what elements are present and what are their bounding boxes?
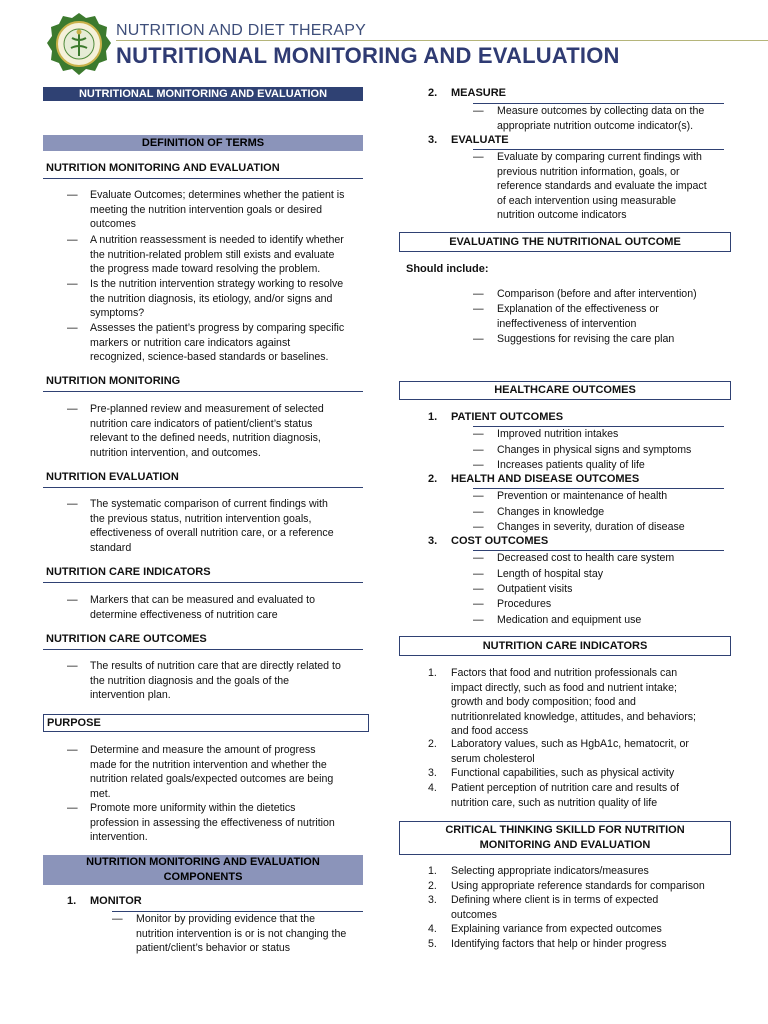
section-box-evaluating-outcome: EVALUATING THE NUTRITIONAL OUTCOME <box>399 232 731 252</box>
eval-outcome-item: Comparison (before and after intervention) <box>497 288 697 300</box>
heading-rule <box>43 649 363 650</box>
list-number: 3. <box>428 894 437 906</box>
critical-item: Selecting appropriate indicators/measures <box>451 865 649 877</box>
nme-definition-item: Assesses the patient’s progress by comparing specific markers or nutrition care indicators against recognized, science-based standards or baselines. <box>90 322 345 363</box>
school-seal-logo <box>46 12 112 78</box>
healthcare-item: Increases patients quality of life <box>497 459 645 471</box>
list-number: 1. <box>428 865 437 877</box>
list-number: 5. <box>428 938 437 950</box>
section-box-healthcare-outcomes: HEALTHCARE OUTCOMES <box>399 381 731 400</box>
header-subtitle: NUTRITION AND DIET THERAPY <box>116 22 366 39</box>
dash-bullet: — <box>473 598 484 610</box>
section-band-monitoring-evaluation: NUTRITIONAL MONITORING AND EVALUATION <box>43 87 363 101</box>
heading-rule <box>43 178 363 179</box>
heading-rule <box>43 391 363 392</box>
list-number: 4. <box>428 782 437 794</box>
dash-bullet: — <box>67 660 78 672</box>
evaluation-definition: The systematic comparison of current findings with the previous status, nutrition intervention goals, effectiveness of overall nutrition care, or a reference standard <box>90 498 334 554</box>
heading-monitor: MONITOR <box>90 895 142 907</box>
dash-bullet: — <box>67 802 78 814</box>
heading-health-disease-outcomes: HEALTH AND DISEASE OUTCOMES <box>451 473 640 485</box>
dash-bullet: — <box>473 614 484 626</box>
heading-evaluate: EVALUATE <box>451 134 509 146</box>
dash-bullet: — <box>67 744 78 756</box>
list-number: 3. <box>428 767 437 779</box>
group-number: 2. <box>428 473 438 485</box>
healthcare-item: Changes in physical signs and symptoms <box>497 444 692 456</box>
healthcare-item: Outpatient visits <box>497 583 573 595</box>
section-box-critical-thinking: CRITICAL THINKING SKILLD FOR NUTRITION MONITORING AND EVALUATION <box>399 821 731 855</box>
dash-bullet: — <box>473 303 484 315</box>
component-number: 2. <box>428 87 438 99</box>
healthcare-item: Decreased cost to health care system <box>497 552 675 564</box>
monitor-description: Monitor by providing evidence that the nutrition intervention is or is not changing the patient/client’s behavior or status <box>136 913 347 954</box>
dash-bullet: — <box>473 583 484 595</box>
purpose-item: Promote more uniformity within the dietetics profession in assessing the effectiveness of nutrition intervention. <box>90 802 335 843</box>
dash-bullet: — <box>473 490 484 502</box>
dash-bullet: — <box>67 498 78 510</box>
purpose-item: Determine and measure the amount of progress made for the nutrition intervention and whether the nutrition related goals/expected outcomes are being met. <box>90 744 334 800</box>
dash-bullet: — <box>473 552 484 564</box>
dash-bullet: — <box>473 151 484 163</box>
should-include-label: Should include: <box>406 263 489 275</box>
healthcare-item: Changes in knowledge <box>497 506 605 518</box>
heading-cost-outcomes: COST OUTCOMES <box>451 535 549 547</box>
dash-bullet: — <box>473 521 484 533</box>
monitoring-definition: Pre-planned review and measurement of selected nutrition care indicators of patient/client’s status relevant to the defined needs, nutrition diagnosis, nutrition intervention, and outcomes. <box>90 403 324 459</box>
heading-nutrition-care-indicators: NUTRITION CARE INDICATORS <box>46 566 211 578</box>
list-number: 1. <box>428 667 437 679</box>
group-number: 1. <box>428 411 438 423</box>
healthcare-item: Procedures <box>497 598 552 610</box>
evaluate-description: Evaluate by comparing current findings with previous nutrition information, goals, or reference standards and evaluate the impact of each intervention using measurable nutrition outcome indicators <box>497 151 707 221</box>
indicator-item: Factors that food and nutrition professionals can impact directly, such as food and nutrient intake; growth and body composition; food and nutritionrelated knowledge, attitudes, and behaviors; and food access <box>451 667 696 737</box>
dash-bullet: — <box>473 333 484 345</box>
component-number: 3. <box>428 134 438 146</box>
section-band-definition-of-terms: DEFINITION OF TERMS <box>43 135 363 151</box>
dash-bullet: — <box>473 428 484 440</box>
nme-definition-item: Is the nutrition intervention strategy working to resolve the nutrition diagnosis, its etiology, and/or signs and symptoms? <box>90 278 344 319</box>
list-number: 2. <box>428 738 437 750</box>
indicators-definition: Markers that can be measured and evaluated to determine effectiveness of nutrition care <box>90 594 315 621</box>
section-box-purpose: PURPOSE <box>43 714 369 732</box>
heading-nutrition-monitoring: NUTRITION MONITORING <box>46 375 181 387</box>
heading-nutrition-evaluation: NUTRITION EVALUATION <box>46 471 179 483</box>
dash-bullet: — <box>473 568 484 580</box>
dash-bullet: — <box>67 322 78 334</box>
dash-bullet: — <box>473 506 484 518</box>
heading-nutrition-care-outcomes: NUTRITION CARE OUTCOMES <box>46 633 207 645</box>
healthcare-item: Length of hospital stay <box>497 568 604 580</box>
section-box-nutrition-care-indicators: NUTRITION CARE INDICATORS <box>399 636 731 656</box>
heading-nutrition-monitoring-evaluation: NUTRITION MONITORING AND EVALUATION <box>46 162 280 174</box>
dash-bullet: — <box>112 913 123 925</box>
section-band-components: NUTRITION MONITORING AND EVALUATION COMPONENTS <box>43 855 363 885</box>
dash-bullet: — <box>473 105 484 117</box>
critical-item: Identifying factors that help or hinder progress <box>451 938 667 950</box>
dash-bullet: — <box>473 459 484 471</box>
nme-definition-item: A nutrition reassessment is needed to identify whether the nutrition-related problem still exists and evaluate the progress made toward resolving the problem. <box>90 234 344 275</box>
critical-item: Explaining variance from expected outcomes <box>451 923 662 935</box>
critical-item: Defining where client is in terms of expected outcomes <box>451 894 659 921</box>
eval-outcome-item: Explanation of the effectiveness or ineffectiveness of intervention <box>497 303 659 330</box>
heading-rule <box>43 487 363 488</box>
dash-bullet: — <box>67 594 78 606</box>
indicator-item: Functional capabilities, such as physical activity <box>451 767 675 779</box>
healthcare-item: Improved nutrition intakes <box>497 428 619 440</box>
eval-outcome-item: Suggestions for revising the care plan <box>497 333 675 345</box>
dash-bullet: — <box>67 234 78 246</box>
outcomes-definition: The results of nutrition care that are directly related to the nutrition diagnosis and the goals of the intervention plan. <box>90 660 341 701</box>
dash-bullet: — <box>67 189 78 201</box>
indicator-item: Laboratory values, such as HgbA1c, hematocrit, or serum cholesterol <box>451 738 689 765</box>
healthcare-item: Changes in severity, duration of disease <box>497 521 685 533</box>
indicator-item: Patient perception of nutrition care and results of nutrition care, such as nutrition quality of life <box>451 782 679 809</box>
group-number: 3. <box>428 535 438 547</box>
nme-definition-item: Evaluate Outcomes; determines whether the patient is meeting the nutrition intervention goals or desired outcomes <box>90 189 345 230</box>
critical-item: Using appropriate reference standards for comparison <box>451 880 705 892</box>
dash-bullet: — <box>473 288 484 300</box>
heading-measure: MEASURE <box>451 87 507 99</box>
page-title: NUTRITIONAL MONITORING AND EVALUATION <box>116 43 620 68</box>
healthcare-item: Medication and equipment use <box>497 614 642 626</box>
list-number: 4. <box>428 923 437 935</box>
component-number: 1. <box>67 895 77 907</box>
dash-bullet: — <box>473 444 484 456</box>
header-divider <box>116 40 768 41</box>
heading-patient-outcomes: PATIENT OUTCOMES <box>451 411 564 423</box>
dash-bullet: — <box>67 278 78 290</box>
dash-bullet: — <box>67 403 78 415</box>
heading-rule <box>43 582 363 583</box>
measure-description: Measure outcomes by collecting data on the appropriate nutrition outcome indicator(s). <box>497 105 705 132</box>
healthcare-item: Prevention or maintenance of health <box>497 490 668 502</box>
list-number: 2. <box>428 880 437 892</box>
